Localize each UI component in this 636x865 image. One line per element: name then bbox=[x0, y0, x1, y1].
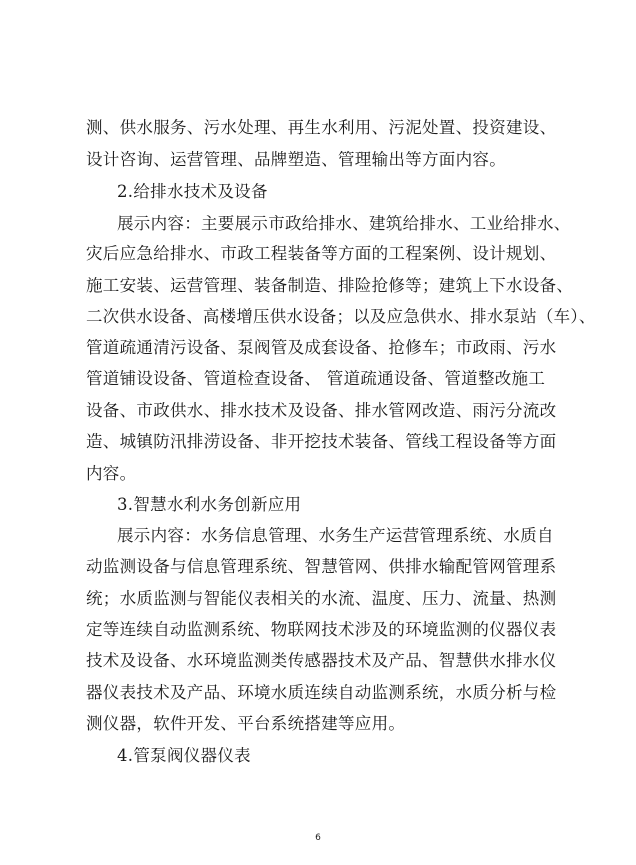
text-line: 造、城镇防汛排涝设备、非开挖技术装备、管线工程设备等方面 bbox=[86, 432, 557, 451]
text-line: 二次供水设备、高楼增压供水设备；以及应急供水、排水泵站（车）、 bbox=[86, 307, 596, 326]
text-line: 测、供水服务、污水处理、再生水利用、污泥处置、投资建设、 bbox=[86, 118, 557, 137]
text-line: 展示内容：主要展示市政给排水、建筑给排水、工业给排水、 bbox=[117, 214, 571, 233]
text-line: 设备、市政供水、排水技术及设备、排水管网改造、雨污分流改 bbox=[86, 401, 557, 420]
text-line: 管道疏通清污设备、泵阀管及成套设备、抢修车；市政雨、污水 bbox=[86, 338, 557, 357]
section-heading: 3.智慧水利水务创新应用 bbox=[117, 495, 302, 514]
text-line: 灾后应急给排水、市政工程装备等方面的工程案例、设计规划、 bbox=[86, 244, 557, 263]
section-heading: 4.管泵阀仪器仪表 bbox=[117, 746, 251, 765]
text-line: 设计咨询、运营管理、品牌塑造、管理输出等方面内容。 bbox=[86, 150, 506, 169]
text-line: 管道铺设设备、管道检查设备、 管道疏通设备、管道整改施工 bbox=[86, 369, 546, 388]
section-heading: 2.给排水技术及设备 bbox=[117, 182, 268, 201]
page-number: 6 bbox=[315, 833, 321, 843]
text-line: 施工安装、运营管理、装备制造、排险抢修等；建筑上下水设备、 bbox=[86, 276, 574, 295]
text-line: 内容。 bbox=[86, 464, 137, 483]
text-line: 定等连续自动监测系统、物联网技术涉及的环境监测的仪器仪表 bbox=[86, 620, 557, 639]
text-line: 器仪表技术及产品、环境水质连续自动监测系统，水质分析与检 bbox=[86, 683, 557, 702]
text-line: 展示内容：水务信息管理、水务生产运营管理系统、水质自 bbox=[117, 526, 554, 545]
text-line: 统；水质监测与智能仪表相关的水流、温度、压力、流量、热测 bbox=[86, 589, 557, 608]
text-line: 测仪器，软件开发、平台系统搭建等应用。 bbox=[86, 714, 406, 733]
text-line: 技术及设备、水环境监测类传感器技术及产品、智慧供水排水仪 bbox=[86, 651, 557, 670]
text-line: 动监测设备与信息管理系统、智慧管网、供排水输配管网管理系 bbox=[86, 557, 557, 576]
